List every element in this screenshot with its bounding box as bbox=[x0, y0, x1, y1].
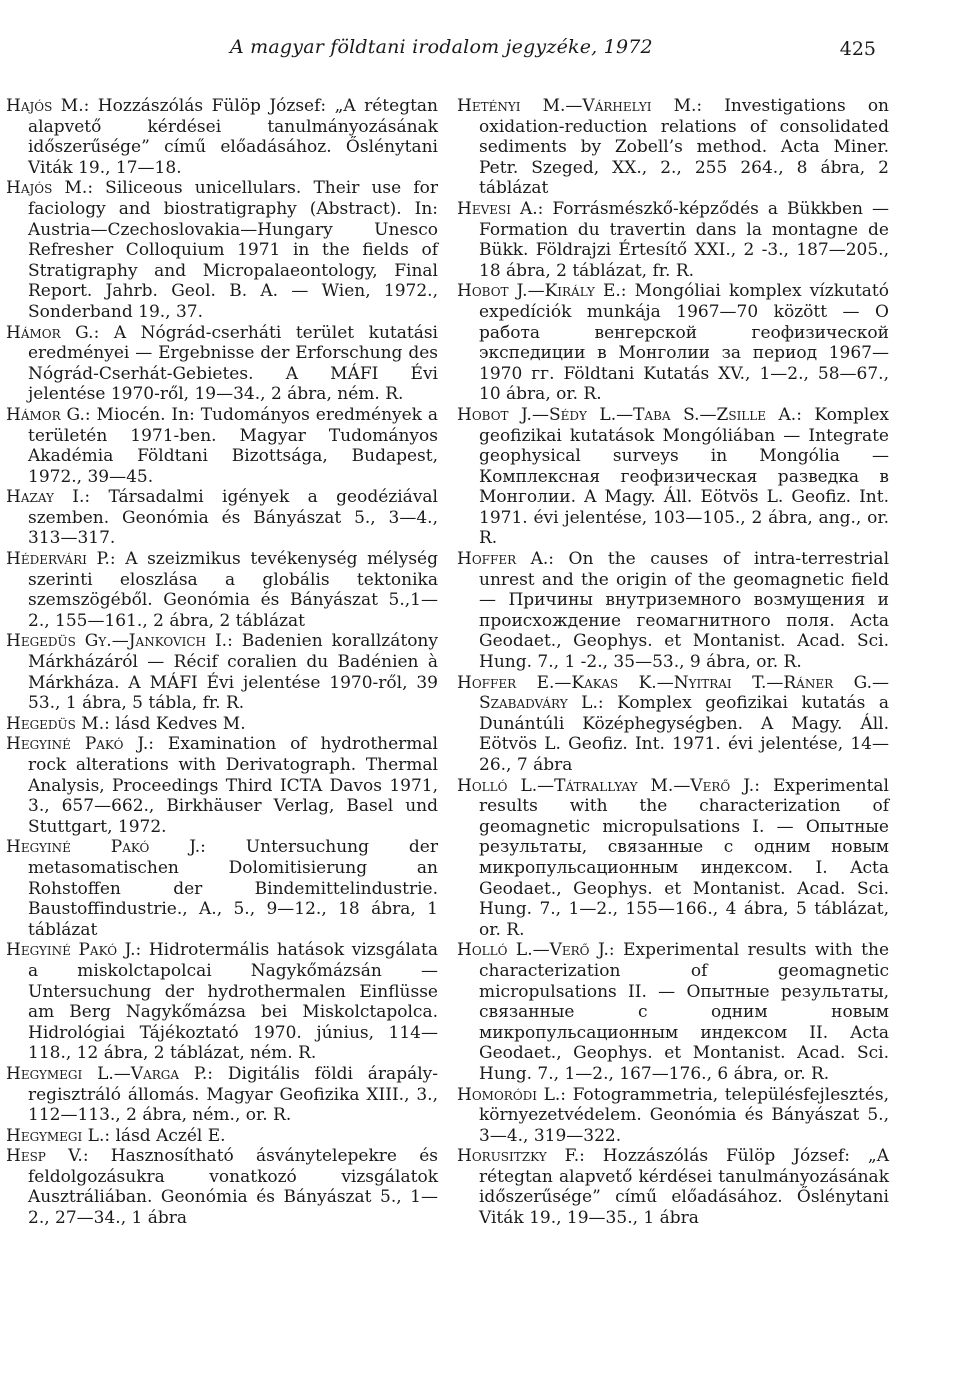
entry-text: : Examination of hydrothermal rock alterations with Derivatograph. Thermal Analysis, Proceedings Third ICTA Davos 1971, 3., 657—662., Birkhäuser Verlag, Basel und Stuttgart, 1972. bbox=[28, 734, 438, 837]
bibliography-entry bbox=[457, 673, 889, 776]
entry-author: Hobot J.—Sédy L.—Taba S.—Zsille A. bbox=[457, 404, 797, 425]
entry-author: Hámor G. bbox=[6, 322, 94, 343]
entry-author: Horusitzky F. bbox=[457, 1146, 580, 1167]
bibliography-entry bbox=[457, 96, 889, 199]
bibliography-entry bbox=[6, 487, 438, 549]
bibliography-entry bbox=[6, 734, 438, 837]
bibliography-entry bbox=[6, 1064, 438, 1126]
entry-text: : Experimental results with the characterization of geomagnetic micropulsations II. — Опытные результаты, связанные с одним новым микропульсационным индексом II. Acta Geodaet., Geophys. et Montanist. Acad. Sci. Hung. 7., 1—2., 167—176., 6 ábra, or. R. bbox=[479, 940, 890, 1084]
entry-author: Holló L.—Verő J. bbox=[457, 940, 609, 961]
entry-text: : Miocén. In: Tudományos eredmények a területén 1971-ben. Magyar Tudományos Akadémia Földtani Bizottsága, Budapest, 1972., 39—45. bbox=[28, 404, 439, 487]
bibliography-entry bbox=[457, 1146, 889, 1228]
running-title: A magyar földtani irodalom jegyzéke, 1972 bbox=[230, 36, 653, 58]
entry-author: Hesp V. bbox=[6, 1146, 83, 1167]
entry-text: : Hidrotermális hatások vizsgálata a miskolctapolcai Nagykőmázsán — Untersuchung der hydrothermalen Einflüsse am Berg Nagykőmázsa bei Miskolctapolca. Hidrológiai Tájékoztató 1970. június, 114—118., 12 ábra, 2 táblázat, ném. R. bbox=[28, 940, 438, 1064]
entry-author: Hegymegi L.—Varga P. bbox=[6, 1063, 208, 1084]
bibliography-entry bbox=[457, 940, 889, 1084]
entry-text: : Hozzászólás Fülöp József: „A rétegtan alapvető kérdései tanulmányozásának időszerűsége” című előadásához. Őslénytani Viták 19., 19—35., 1 ábra bbox=[479, 1146, 889, 1229]
entry-text: : Digitális földi árapály-regisztráló állomás. Magyar Geofizika XIII., 3., 112—113., 2 ábra, ném., or. R. bbox=[28, 1063, 438, 1126]
bibliography-entry bbox=[457, 281, 889, 405]
bibliography-entry bbox=[6, 631, 438, 713]
entry-text: : Untersuchung der metasomatischen Dolomitisierung an Rohstoffen der Bindemittelindustrie. Baustoffindustrie., A., 5., 9—12., 18 ábra, 1 táblázat bbox=[28, 837, 438, 940]
entry-author: Hegedüs M. bbox=[6, 713, 105, 734]
bibliography-entry bbox=[457, 1085, 889, 1147]
bibliography-entry bbox=[6, 940, 438, 1064]
page-header bbox=[0, 30, 960, 70]
entry-author: Hajós M. bbox=[6, 178, 88, 199]
entry-text: : A szeizmikus tevékenység mélység szerinti eloszlása a globális tektonika szemszögéből. Geonómia és Bányászat 5.,1—2., 155—161., 2 ábra, 2 táblázat bbox=[28, 549, 438, 631]
entry-text: : Hozzászólás Fülöp József: „A rétegtan alapvető kérdései tanulmányozásának időszerűsége” című előadásához. Őslénytani Viták 19., 17—18. bbox=[28, 96, 438, 178]
entry-author: Hazay I. bbox=[6, 487, 85, 508]
bibliography-entry bbox=[6, 323, 438, 405]
entry-text: : Siliceous unicellulars. Their use for faciology and biostratigraphy (Abstract). In: Austria—Czechoslovakia—Hungary Unesco Refresher Colloquium 1971 in the fields of Stratigraphy and Micropalaeontology, Final Report. Jahrb. Geol. B. A. — Wien, 1972., Sonderband 19., 37. bbox=[28, 178, 439, 322]
entry-author: Hevesi A. bbox=[457, 198, 538, 219]
entry-text: : Hasznosítható ásványtelepekre és feldolgozásukra vonatkozó vizsgálatok Ausztráliában. Geonómia és Bányászat 5., 1—2., 27—34., 1 ábra bbox=[28, 1146, 438, 1229]
bibliography-entry bbox=[6, 714, 438, 735]
left-column bbox=[6, 96, 438, 1229]
entry-author: Hegedüs Gy.—Jankovich I. bbox=[6, 631, 228, 652]
entry-author: Hoffer E.—Kakas K.—Nyitrai T.—Ráner G.—Szabadváry L. bbox=[457, 672, 889, 714]
entry-text: : Experimental results with the characterization of geomagnetic micropulsations I. — Опытные результаты, связанные с одним новым микропульсационным индексом. I. Acta Geodaet., Geophys. et Montanist. Acad. Sci. Hung. 7., 1—2., 155—166., 4 ábra, 5 táblázat, or. R. bbox=[479, 775, 889, 940]
bibliography-entry bbox=[457, 776, 889, 941]
entry-author: Holló L.—Tátrallyay M.—Verő J. bbox=[457, 775, 755, 796]
entry-text: : Investigations on oxidation-reduction relations of consolidated sediments by Zobell’s method. Acta Miner. Petr. Szeged, XX., 2., 255 264., 8 ábra, 2 táblázat bbox=[479, 96, 889, 199]
entry-text: : Komplex geofizikai kutatás a Dunántúli Középhegységben. A Magy. Áll. Eötvös L. Geofiz. Int. 1971. évi jelentése, 14—26., 7 ábra bbox=[479, 693, 889, 775]
entry-text: : Badenien korallzátony Márkházáról — Récif coralien du Badénien à Márkháza. A MÁFI Évi jelentése 1970-ről, 39 53., 1 ábra, 5 tábla, fr. R. bbox=[28, 631, 438, 714]
entry-text: : Komplex geofizikai kutatások Mongóliában — Integrate geophysical surveys in Mongólia — Комплексная геофизическая разведка в Монголии. A Magy. Áll. Eötvös L. Geofiz. Int. 1971. évi jelentése, 103—105., 2 ábra, ang., or. R. bbox=[479, 404, 889, 549]
entry-author: Hajós M. bbox=[6, 96, 84, 116]
entry-author: Hetényi M.—Várhelyi M. bbox=[457, 96, 697, 116]
bibliography-entry bbox=[6, 405, 438, 487]
bibliography-entry bbox=[457, 199, 889, 281]
bibliography-entry bbox=[6, 549, 438, 631]
entry-author: Hegyiné Pakó J. bbox=[6, 734, 149, 755]
entry-author: Hámor G. bbox=[6, 404, 85, 425]
entry-text: : Forrásmészkő-képződés a Bükkben — Formation du travertin dans la montagne de Bükk. Földrajzi Értesítő XXI., 2 -3., 187—205., 18 ábra, 2 táblázat, fr. R. bbox=[479, 198, 889, 281]
entry-text: : Fotogrammetria, településfejlesztés, környezetvédelem. Geonómia és Bányászat 5., 3—4., 319—322. bbox=[479, 1084, 889, 1146]
entry-text: : Társadalmi igények a geodéziával szemben. Geonómia és Bányászat 5., 3—4., 313—317. bbox=[28, 487, 438, 549]
right-column bbox=[457, 96, 889, 1229]
bibliography-entry bbox=[6, 1126, 438, 1147]
entry-text: : Mongóliai komplex vízkutató expedíciók munkája 1967—70 között — О работа венгерской геофизической экспедиции в Монголии за период 1967—1970 гг. Földtani Kutatás XV., 1—2., 58—67., 10 ábra, or. R. bbox=[479, 281, 889, 405]
entry-author: Hobot J.—Király E. bbox=[457, 281, 621, 302]
bibliography-entry bbox=[6, 1146, 438, 1228]
entry-author: Hegyiné Pakó J. bbox=[6, 940, 136, 961]
bibliography-entry bbox=[6, 178, 438, 322]
page-number: 425 bbox=[839, 38, 876, 60]
bibliography-entry bbox=[457, 549, 889, 673]
entry-author: Hegymegi L. bbox=[6, 1125, 105, 1146]
bibliography-entry bbox=[6, 837, 438, 940]
entry-author: Hoffer A. bbox=[457, 549, 549, 570]
bibliography-entry bbox=[457, 405, 889, 549]
entry-author: Hegyiné Pakó J. bbox=[6, 837, 201, 858]
entry-text: : On the causes of intra-terrestrial unrest and the origin of the geomagnetic field — Причины внутриземного возмущения и происхождение геомагнитного поля. Acta Geodaet., Geophys. et Montanist. Acad. Sci. Hung. 7., 1 -2., 35—53., 9 ábra, or. R. bbox=[479, 549, 889, 673]
entry-author: Hédervári P. bbox=[6, 549, 110, 570]
entry-text: : A Nógrád-cserháti terület kutatási eredményei — Ergebnisse der Erforschung des Nógrád-Cserhát-Gebietes. A MÁFI Évi jelentése 1970-ről, 19—34., 2 ábra, ném. R. bbox=[28, 322, 438, 405]
entry-author: Homoródi L. bbox=[457, 1084, 561, 1105]
bibliography-entry bbox=[6, 96, 438, 178]
entry-text: : lásd Kedves M. bbox=[104, 713, 246, 734]
entry-text: : lásd Aczél E. bbox=[104, 1125, 226, 1146]
